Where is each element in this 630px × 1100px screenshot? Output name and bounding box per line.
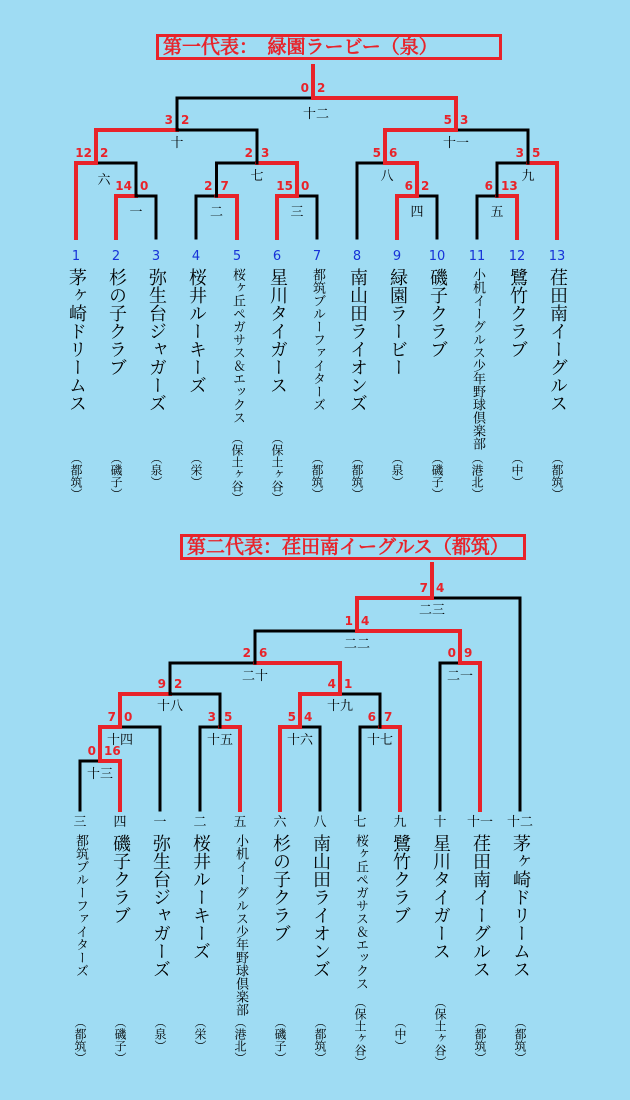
team-name: 都筑ブルーファイターズ bbox=[73, 834, 88, 977]
team-name: 杉の子クラブ bbox=[106, 268, 127, 376]
match-label: 九 bbox=[521, 169, 535, 184]
team-district: （磯子） bbox=[430, 452, 444, 500]
team-seed-label: 七 bbox=[353, 815, 367, 830]
team-name: 茅ヶ崎ドリームス bbox=[510, 834, 531, 978]
team-name: 緑園ラービー bbox=[387, 268, 408, 376]
match-label: 十五 bbox=[206, 733, 234, 748]
match-label: 二一 bbox=[446, 669, 474, 684]
team-name: 荏田南イーグルス bbox=[547, 268, 568, 412]
score-left: 7 bbox=[107, 710, 116, 724]
team-name: 桜井ルーキーズ bbox=[186, 268, 207, 394]
team-district: （都筑） bbox=[310, 452, 324, 500]
match-label: 三 bbox=[290, 205, 304, 220]
team-seed-label: 五 bbox=[233, 815, 247, 830]
team-name: 桜ヶ丘ペガサス＆エックス bbox=[230, 268, 245, 424]
team-number: 13 bbox=[548, 249, 566, 264]
score-left: 3 bbox=[207, 710, 216, 724]
team-seed-label: 八 bbox=[313, 815, 327, 830]
bracket2-title: 第二代表：荏田南イーグルス（都筑） bbox=[180, 534, 526, 560]
team-number: 6 bbox=[272, 249, 282, 264]
score-right: 5 bbox=[532, 146, 541, 160]
team-name: 磯子クラブ bbox=[110, 834, 131, 924]
score-left: 3 bbox=[164, 113, 173, 127]
team-seed-label: 十 bbox=[433, 815, 447, 830]
team-district: （泉） bbox=[390, 452, 404, 488]
team-district: （都筑） bbox=[313, 1016, 327, 1064]
team-name: 星川タイガース bbox=[267, 268, 288, 394]
match-label: 五 bbox=[490, 205, 504, 220]
match-label: 十四 bbox=[106, 733, 134, 748]
score-left: 0 bbox=[300, 81, 309, 95]
score-right: 0 bbox=[140, 179, 149, 193]
score-right: 2 bbox=[317, 81, 326, 95]
score-right: 2 bbox=[421, 179, 430, 193]
team-name: 小机イーグルス少年野球倶楽部 bbox=[470, 268, 485, 450]
match-label: 十七 bbox=[366, 733, 394, 748]
team-district: （栄） bbox=[189, 452, 203, 488]
team-district: （都筑） bbox=[513, 1016, 527, 1064]
score-right: 9 bbox=[464, 646, 473, 660]
team-number: 10 bbox=[428, 249, 446, 264]
score-left: 4 bbox=[327, 677, 336, 691]
team-name: 小机イーグルス少年野球倶楽部 bbox=[233, 834, 248, 1016]
score-right: 0 bbox=[124, 710, 133, 724]
score-left: 6 bbox=[367, 710, 376, 724]
team-name: 南山田ライオンズ bbox=[310, 834, 331, 978]
score-right: 2 bbox=[174, 677, 183, 691]
team-name: 茅ヶ崎ドリームス bbox=[66, 268, 87, 412]
team-seed-label: 十一 bbox=[466, 815, 494, 830]
score-left: 6 bbox=[484, 179, 493, 193]
team-district: （都筑） bbox=[550, 452, 564, 500]
score-left: 2 bbox=[244, 146, 253, 160]
team-district: （港北） bbox=[233, 1016, 247, 1064]
match-label: 八 bbox=[380, 169, 394, 184]
team-seed-label: 六 bbox=[273, 815, 287, 830]
team-district: （泉） bbox=[149, 452, 163, 488]
score-right: 6 bbox=[259, 646, 268, 660]
bracket1-title: 第一代表： 緑園ラービー（泉） bbox=[156, 34, 502, 60]
team-number: 7 bbox=[312, 249, 322, 264]
team-name: 磯子クラブ bbox=[427, 268, 448, 358]
team-number: 3 bbox=[151, 249, 161, 264]
team-district: （都筑） bbox=[69, 452, 83, 500]
score-right: 7 bbox=[220, 179, 229, 193]
team-district: （磯子） bbox=[273, 1016, 287, 1064]
team-district: （都筑） bbox=[473, 1016, 487, 1064]
match-label: 十九 bbox=[326, 699, 354, 714]
score-right: 4 bbox=[361, 614, 370, 628]
match-label: 十二 bbox=[302, 107, 330, 122]
score-left: 14 bbox=[115, 179, 132, 193]
team-name: 星川タイガース bbox=[430, 834, 451, 960]
team-number: 1 bbox=[71, 249, 81, 264]
team-district: （泉） bbox=[153, 1016, 167, 1052]
team-district: （都筑） bbox=[73, 1016, 87, 1064]
team-number: 12 bbox=[508, 249, 526, 264]
score-left: 12 bbox=[75, 146, 92, 160]
score-left: 5 bbox=[287, 710, 296, 724]
match-label: 二十 bbox=[241, 669, 269, 684]
match-label: 六 bbox=[97, 173, 111, 188]
team-district: （保土ヶ谷） bbox=[230, 432, 244, 504]
team-seed-label: 一 bbox=[153, 815, 167, 830]
match-label: 十八 bbox=[156, 699, 184, 714]
team-district: （保土ヶ谷） bbox=[353, 996, 367, 1068]
score-right: 0 bbox=[301, 179, 310, 193]
team-number: 5 bbox=[232, 249, 242, 264]
score-left: 2 bbox=[242, 646, 251, 660]
team-district: （栄） bbox=[193, 1016, 207, 1052]
score-left: 15 bbox=[276, 179, 293, 193]
team-name: 鷺竹クラブ bbox=[507, 268, 528, 358]
team-name: 荏田南イーグルス bbox=[470, 834, 491, 978]
score-right: 1 bbox=[344, 677, 353, 691]
team-district: （磯子） bbox=[113, 1016, 127, 1064]
match-label: 二二 bbox=[343, 637, 371, 652]
team-name: 鷺竹クラブ bbox=[390, 834, 411, 924]
team-seed-label: 十二 bbox=[506, 815, 534, 830]
score-left: 6 bbox=[404, 179, 413, 193]
team-district: （中） bbox=[393, 1016, 407, 1052]
score-left: 5 bbox=[372, 146, 381, 160]
score-right: 5 bbox=[224, 710, 233, 724]
team-seed-label: 三 bbox=[73, 815, 87, 830]
score-left: 0 bbox=[447, 646, 456, 660]
score-right: 3 bbox=[261, 146, 270, 160]
score-right: 4 bbox=[436, 581, 445, 595]
score-left: 2 bbox=[204, 179, 213, 193]
team-seed-label: 二 bbox=[193, 815, 207, 830]
score-right: 4 bbox=[304, 710, 313, 724]
team-name: 都筑ブルーファイターズ bbox=[310, 268, 325, 411]
match-label: 十一 bbox=[442, 136, 470, 151]
match-label: 一 bbox=[129, 205, 143, 220]
team-district: （保土ヶ谷） bbox=[433, 996, 447, 1068]
match-label: 十 bbox=[170, 136, 184, 151]
score-left: 3 bbox=[515, 146, 524, 160]
team-seed-label: 九 bbox=[393, 815, 407, 830]
match-label: 二三 bbox=[418, 603, 446, 618]
score-left: 9 bbox=[157, 677, 166, 691]
team-name: 弥生台ジャガーズ bbox=[146, 268, 167, 412]
team-number: 9 bbox=[392, 249, 402, 264]
team-name: 杉の子クラブ bbox=[270, 834, 291, 942]
team-number: 11 bbox=[468, 249, 486, 264]
score-left: 0 bbox=[87, 744, 96, 758]
team-district: （港北） bbox=[470, 452, 484, 500]
match-label: 四 bbox=[410, 205, 424, 220]
match-label: 二 bbox=[209, 205, 224, 220]
score-right: 6 bbox=[389, 146, 398, 160]
team-number: 8 bbox=[352, 249, 362, 264]
match-label: 十三 bbox=[86, 767, 114, 782]
team-name: 桜ヶ丘ペガサス＆エックス bbox=[353, 834, 368, 990]
team-district: （磯子） bbox=[109, 452, 123, 500]
score-right: 2 bbox=[181, 113, 190, 127]
score-left: 5 bbox=[443, 113, 452, 127]
score-right: 2 bbox=[100, 146, 109, 160]
team-seed-label: 四 bbox=[113, 815, 127, 830]
team-district: （保土ヶ谷） bbox=[270, 432, 284, 504]
score-right: 7 bbox=[384, 710, 393, 724]
team-district: （中） bbox=[510, 452, 524, 488]
score-left: 7 bbox=[419, 581, 428, 595]
score-left: 1 bbox=[344, 614, 353, 628]
team-number: 2 bbox=[111, 249, 121, 264]
team-name: 桜井ルーキーズ bbox=[190, 834, 211, 960]
score-right: 16 bbox=[104, 744, 121, 758]
match-label: 十六 bbox=[286, 733, 314, 748]
team-number: 4 bbox=[191, 249, 201, 264]
match-label: 七 bbox=[250, 169, 264, 184]
team-name: 弥生台ジャガーズ bbox=[150, 834, 171, 978]
team-name: 南山田ライオンズ bbox=[347, 268, 368, 412]
score-right: 3 bbox=[460, 113, 469, 127]
score-right: 13 bbox=[501, 179, 518, 193]
team-district: （都筑） bbox=[350, 452, 364, 500]
